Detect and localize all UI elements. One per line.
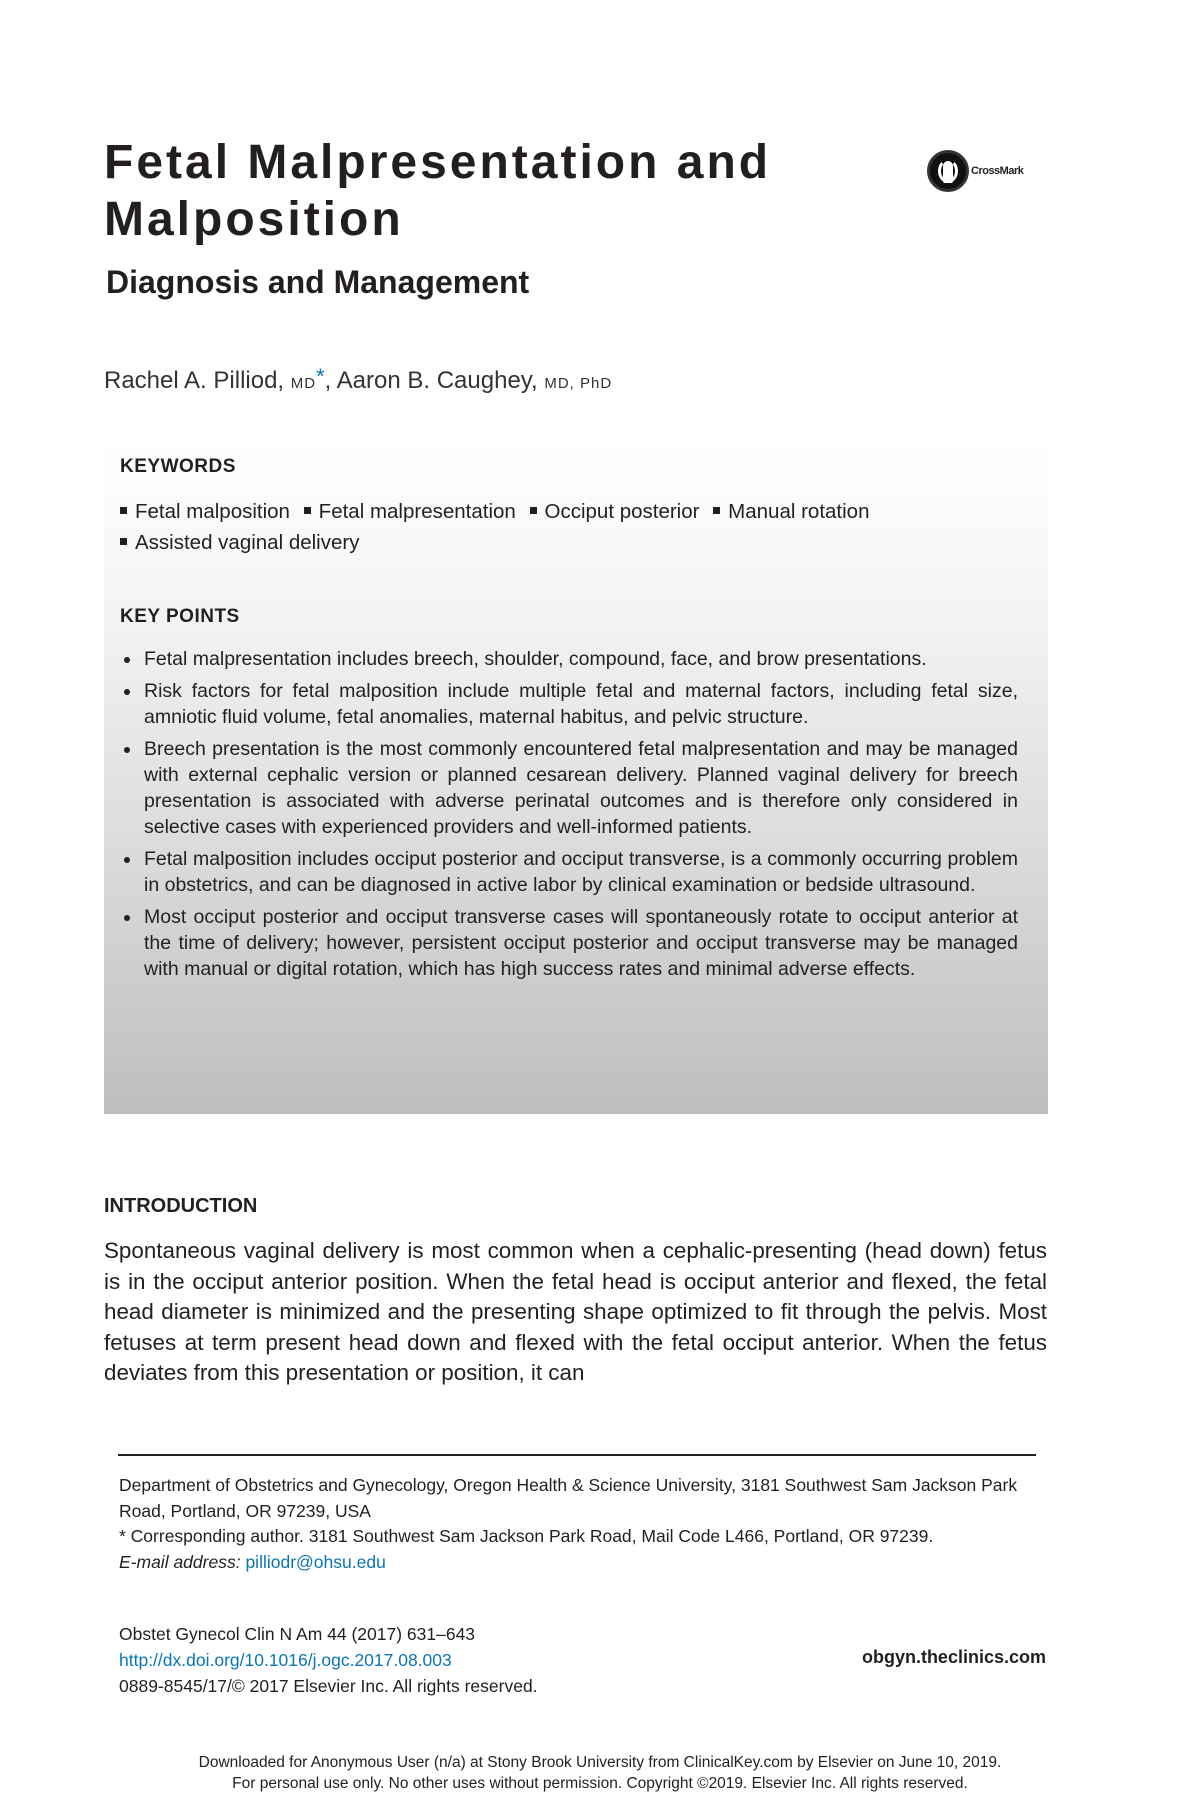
journal-site-link[interactable]: obgyn.theclinics.com xyxy=(861,1647,1046,1667)
article-title-line-1: Fetal Malpresentation and xyxy=(104,136,772,189)
citation-block xyxy=(119,1621,759,1699)
key-point-item: Risk factors for fetal malposition include multiple fetal and maternal factors, including fetal size, amniotic fluid volume, fetal anomalies, maternal habitus, and pelvic structure. xyxy=(120,678,1018,730)
crossmark-icon xyxy=(927,150,969,192)
footnote-divider xyxy=(118,1454,1036,1456)
keywords-list xyxy=(120,496,1020,558)
copyright-line: 0889-8545/17/© 2017 Elsevier Inc. All rights reserved. xyxy=(119,1676,538,1696)
download-notice-line-1: Downloaded for Anonymous User (n/a) at Stony Brook University from ClinicalKey.com by Elsevier on June 10, 2019. xyxy=(198,1754,1002,1771)
keyword-item: Manual rotation xyxy=(713,500,869,523)
article-subtitle: Diagnosis and Management xyxy=(106,264,530,300)
key-points-heading: KEY POINTS xyxy=(120,606,240,627)
email-label: E-mail address: xyxy=(119,1551,241,1572)
keyword-item: Fetal malposition xyxy=(120,500,290,523)
keywords-keypoints-box xyxy=(104,438,1048,1114)
article-title-line-2: Malposition xyxy=(104,193,404,246)
download-notice xyxy=(100,1752,1100,1794)
square-bullet-icon xyxy=(530,507,537,514)
keywords-heading: KEYWORDS xyxy=(120,456,236,477)
author-2-credentials: MD, PhD xyxy=(544,375,613,392)
download-notice-line-2: For personal use only. No other uses without permission. Copyright ©2019. Elsevier Inc. All rights reserved. xyxy=(232,1775,968,1792)
email-link[interactable]: pilliodr@ohsu.edu xyxy=(245,1551,386,1572)
keyword-item: Assisted vaginal delivery xyxy=(120,531,359,554)
article-title xyxy=(104,134,864,248)
key-point-item: Fetal malposition includes occiput posterior and occiput transverse, is a commonly occurring problem in obstetrics, and can be diagnosed in active labor by clinical examination or bedside ultrasound. xyxy=(120,846,1018,898)
doi-link[interactable]: http://dx.doi.org/10.1016/j.ogc.2017.08.003 xyxy=(119,1650,452,1670)
square-bullet-icon xyxy=(120,507,127,514)
affiliation-note: Department of Obstetrics and Gynecology, Oregon Health & Science University, 3181 Southwest Sam Jackson Park Road, Portland, OR 97239, USA xyxy=(119,1475,1018,1521)
author-line xyxy=(104,364,612,395)
introduction-paragraph: Spontaneous vaginal delivery is most common when a cephalic-presenting (head down) fetus is in the occiput anterior position. When the fetal head is occiput anterior and flexed, the fetal head diameter is minimized and the presenting shape optimized to fit through the pelvis. Most fetuses at term present head down and flexed with the fetal occiput anterior. When the fetus deviates from this presentation or position, it can xyxy=(104,1238,1047,1385)
corresponding-author-note: * Corresponding author. 3181 Southwest Sam Jackson Park Road, Mail Code L466, Portland, OR 97239. xyxy=(119,1526,934,1546)
footnotes xyxy=(119,1473,1037,1575)
square-bullet-icon xyxy=(304,507,311,514)
keyword-item: Fetal malpresentation xyxy=(304,500,516,523)
author-1-credentials: MD xyxy=(290,375,317,392)
journal-citation: Obstet Gynecol Clin N Am 44 (2017) 631–643 xyxy=(119,1624,476,1644)
key-point-item: Most occiput posterior and occiput transverse cases will spontaneously rotate to occiput anterior at the time of delivery; however, persistent occiput posterior and occiput transverse may be managed with manual or digital rotation, which has high success rates and minimal adverse effects. xyxy=(120,904,1018,982)
author-1-name: Rachel A. Pilliod, xyxy=(104,367,285,394)
crossmark-label: CrossMark xyxy=(971,165,1024,177)
keyword-item: Occiput posterior xyxy=(530,500,700,523)
square-bullet-icon xyxy=(713,507,720,514)
corresponding-author-marker[interactable]: * xyxy=(316,364,325,389)
email-line xyxy=(119,1550,1037,1576)
key-point-item: Fetal malpresentation includes breech, shoulder, compound, face, and brow presentations. xyxy=(120,646,1018,672)
crossmark-badge[interactable] xyxy=(927,150,1023,192)
square-bullet-icon xyxy=(120,538,127,545)
author-separator: , xyxy=(324,367,332,394)
author-2-name: Aaron B. Caughey, xyxy=(336,367,538,394)
key-points-list xyxy=(120,646,1018,988)
key-point-item: Breech presentation is the most commonly encountered fetal malpresentation and may be managed with external cephalic version or planned cesarean delivery. Planned vaginal delivery for breech presentation is associated with adverse perinatal outcomes and is therefore only considered in selective cases with experienced providers and well-informed patients. xyxy=(120,736,1018,840)
introduction-heading: INTRODUCTION xyxy=(104,1195,258,1217)
